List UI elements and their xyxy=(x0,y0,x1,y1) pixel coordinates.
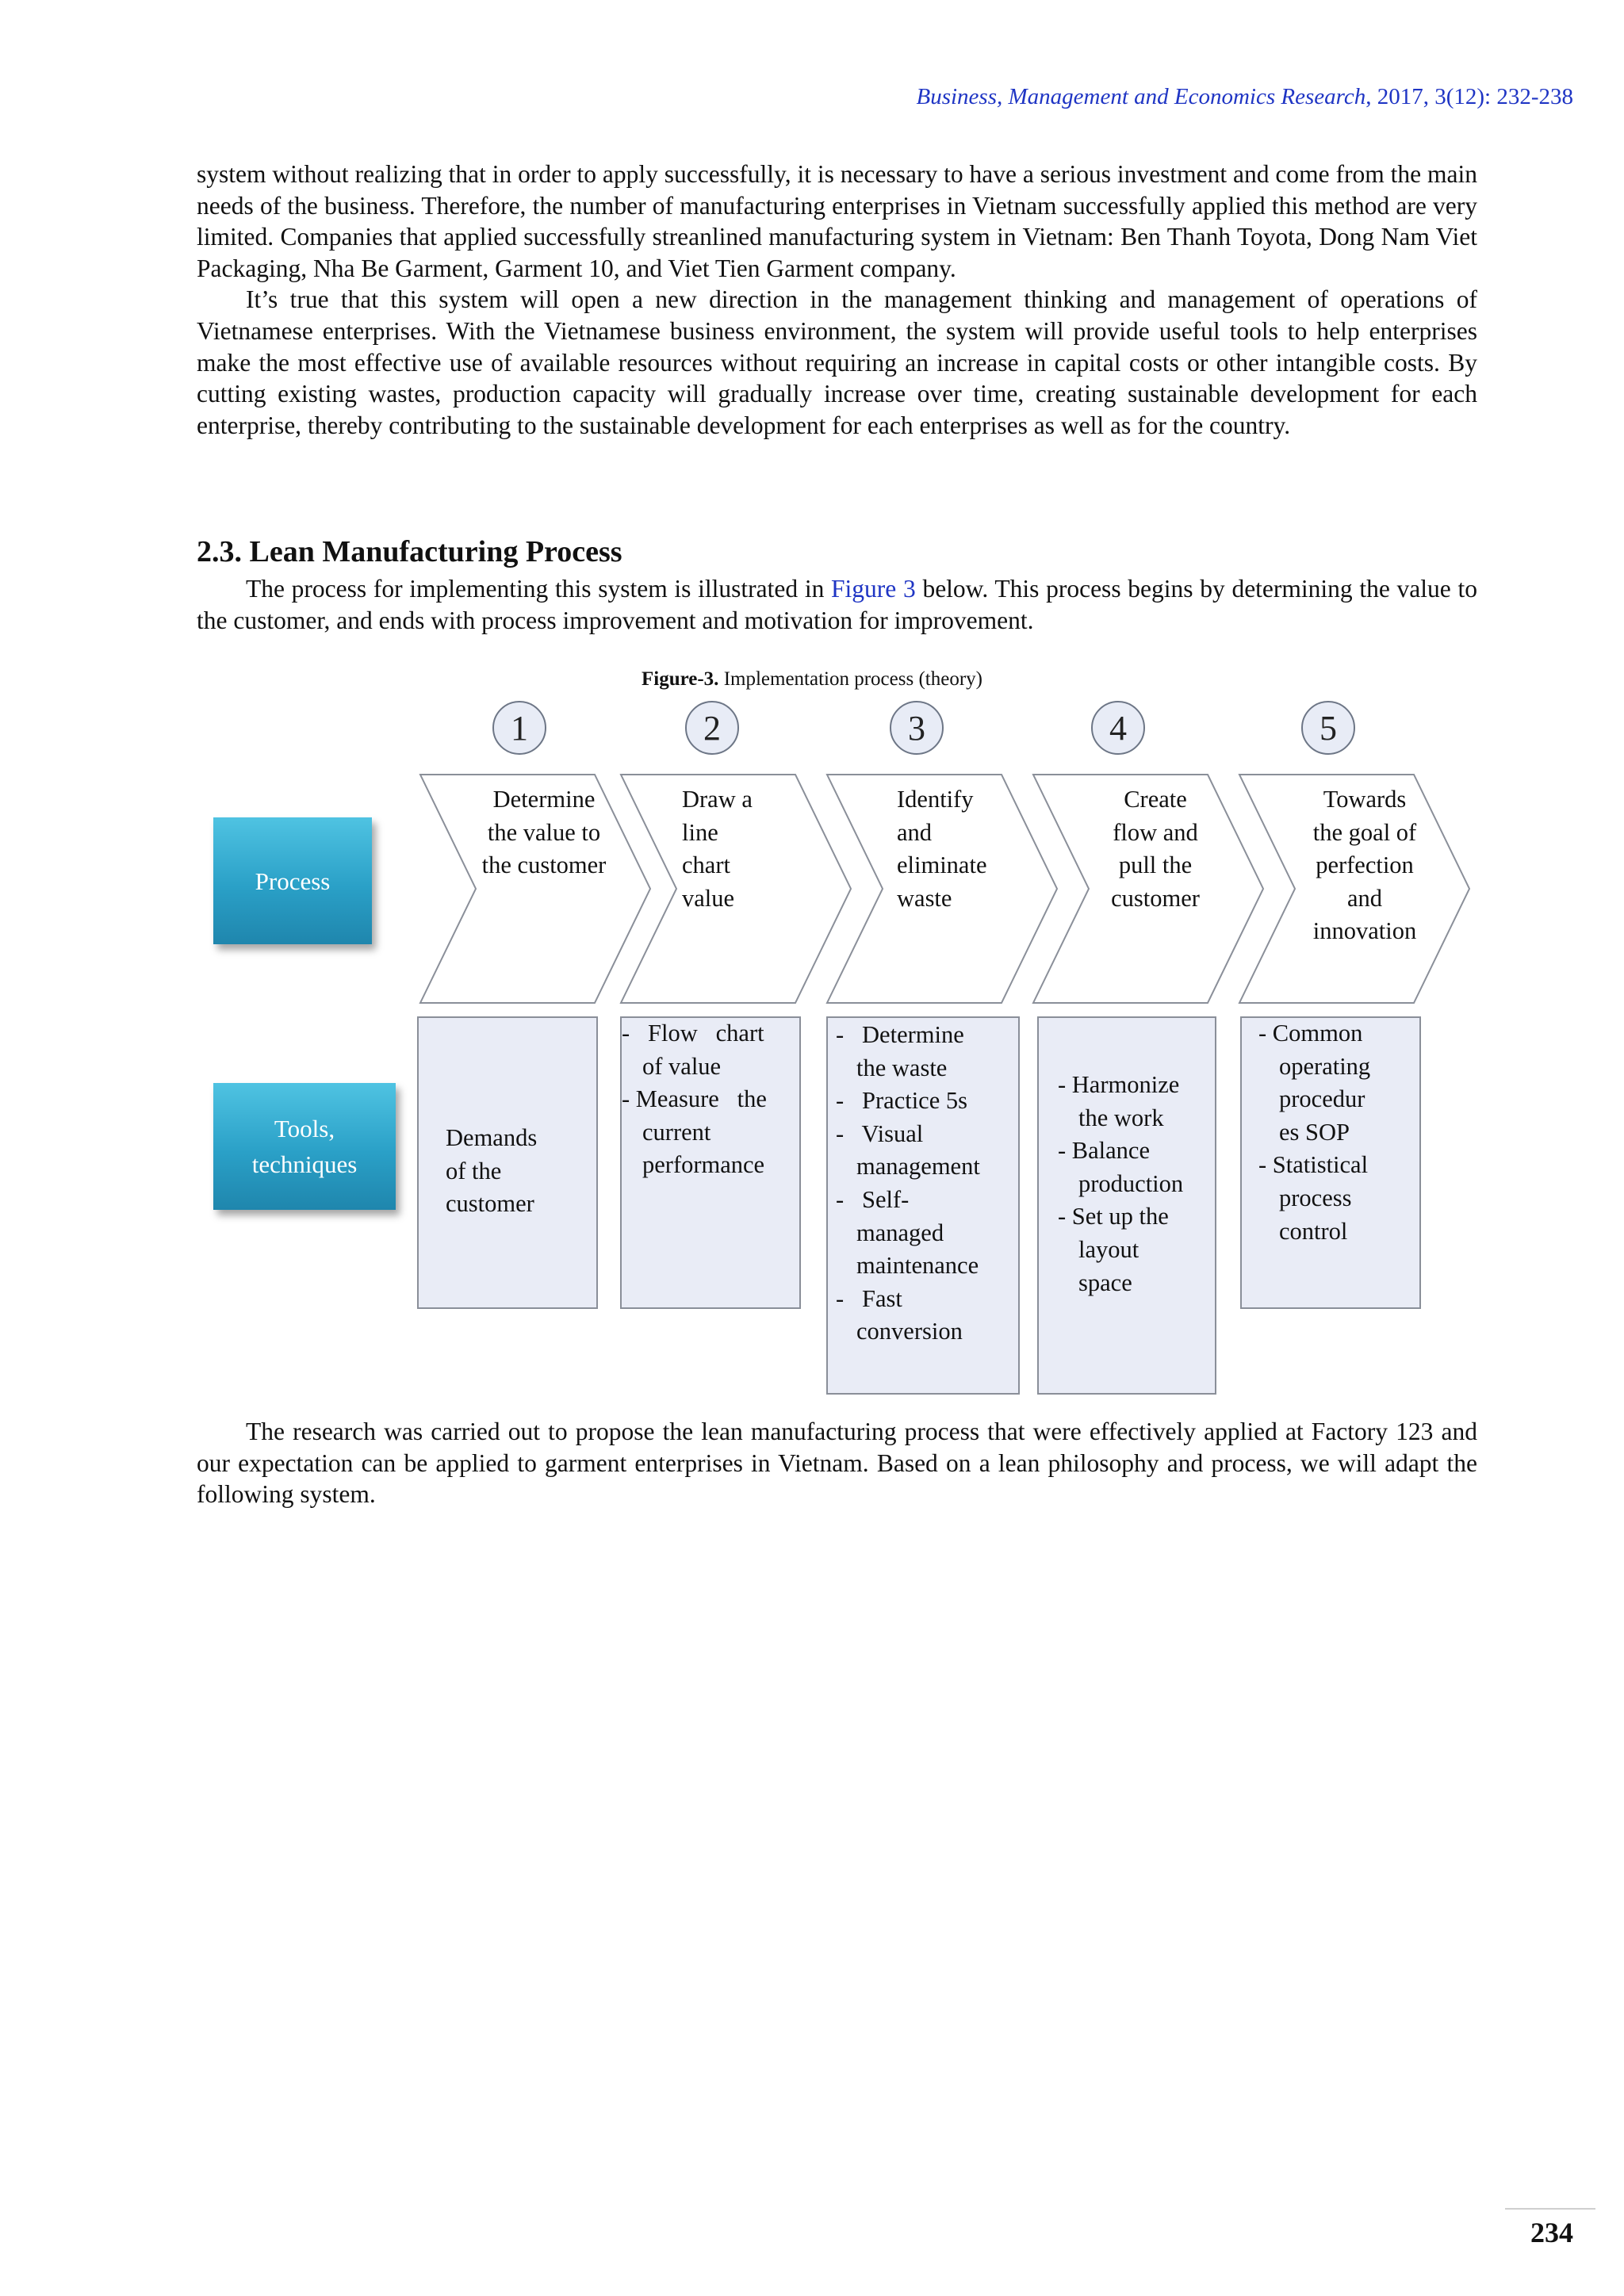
process-step-line: perfection xyxy=(1316,851,1414,878)
process-step-line: chart xyxy=(682,851,730,878)
process-step-label xyxy=(1301,783,1428,948)
tools-row-label-line1: Tools, xyxy=(274,1115,335,1142)
tools-list-line: - Fast xyxy=(836,1284,902,1312)
tools-list-line: current xyxy=(642,1118,711,1146)
tools-list-line: maintenance xyxy=(856,1252,979,1280)
tools-list-line: performance xyxy=(642,1151,765,1179)
tools-list-line: conversion xyxy=(856,1318,963,1345)
tools-list-line: - Visual xyxy=(836,1119,924,1147)
tools-list-line: operating xyxy=(1279,1052,1371,1080)
process-step-line: customer xyxy=(1111,884,1200,912)
step-number: 4 xyxy=(1109,709,1127,748)
step-number: 3 xyxy=(908,709,925,748)
step-number: 1 xyxy=(511,709,528,748)
intro-paragraph-2: It’s true that this system will open a new direction in the management thinking and management of operations of Vietnamese enterprises. With the Vietnamese business environment, the system will provide useful tools to help enterprises make the most effective use of available resources without requiring an increase in capital costs or other intangible costs. By cutting existing wastes, production capacity will gradually increase over time, creating sustainable development for each enterprise, thereby contributing to the sustainable development for each enterprises as well as for the country. xyxy=(197,285,1477,439)
process-row-label-text: Process xyxy=(255,867,331,895)
tools-list-line: Demands xyxy=(446,1124,538,1151)
figure-caption-label: Figure-3. xyxy=(642,668,719,690)
tools-list-line: - Balance xyxy=(1058,1137,1150,1165)
step-number: 5 xyxy=(1320,709,1337,748)
process-row-label xyxy=(213,817,372,944)
intro-paragraph-1: system without realizing that in order to apply successfully, it is necessary to have a serious investment and come from the main needs of the business. Therefore, the number of manufacturing enterprises in Vietnam successfully applied this method are very limited. Companies that applied successfully streanlined manufacturing system in Vietnam: Ben Thanh Toyota, Dong Nam Viet Packaging, Nha Be Garment, Garment 10, and Viet Tien Garment company. xyxy=(197,160,1477,282)
process-step-line: Draw a xyxy=(682,786,753,813)
tools-list-line: of the xyxy=(446,1157,502,1184)
process-step-line: Towards xyxy=(1323,786,1407,813)
process-step-line: flow and xyxy=(1113,818,1198,846)
tools-row-label-text xyxy=(252,1111,358,1182)
tools-list-line: - Set up the xyxy=(1058,1203,1169,1230)
tools-list-line: control xyxy=(1279,1217,1348,1245)
tools-list-line: management xyxy=(856,1153,980,1181)
tools-list-line: - Measure the xyxy=(622,1085,767,1113)
tools-list xyxy=(1058,1069,1216,1299)
tools-list-line: es SOP xyxy=(1279,1118,1350,1146)
closing-paragraph: The research was carried out to propose the lean manufacturing process that were effectively applied at Factory 123 and our expectation can be applied to garment enterprises in Vietnam. Based on a lean philosophy and process, we will adapt the following system. xyxy=(197,1418,1477,1509)
process-step-line: pull the xyxy=(1118,851,1193,878)
process-step-line: line xyxy=(682,818,718,846)
tools-list-line: space xyxy=(1078,1269,1132,1296)
journal-citation: , 2017, 3(12): 232-238 xyxy=(1365,84,1573,109)
tools-list-line: managed xyxy=(856,1219,944,1246)
tools-list-line: the work xyxy=(1078,1104,1164,1131)
section-heading: 2.3. Lean Manufacturing Process xyxy=(197,535,622,568)
tools-list-line: - Statistical xyxy=(1258,1151,1369,1179)
figure-link[interactable]: Figure 3 xyxy=(831,575,916,603)
tools-list xyxy=(1258,1017,1417,1248)
tools-list-line: production xyxy=(1078,1169,1184,1197)
tools-list-line: - Practice 5s xyxy=(836,1087,967,1115)
process-step-line: and xyxy=(897,818,933,846)
process-step-line: the goal of xyxy=(1312,818,1417,846)
tools-list-line: - Common xyxy=(1258,1020,1363,1047)
tools-list xyxy=(446,1122,588,1221)
figure-caption-text: Implementation process (theory) xyxy=(718,668,982,690)
tools-list-line: - Self- xyxy=(836,1185,910,1213)
process-step-line: the customer xyxy=(481,851,607,878)
process-step-line: value xyxy=(682,884,735,912)
process-step-line: and xyxy=(1346,884,1383,912)
tools-list-line: procedur xyxy=(1279,1085,1365,1113)
process-step-line: Determine xyxy=(492,786,596,813)
tools-list-line: process xyxy=(1279,1184,1352,1211)
process-step-label xyxy=(473,783,615,882)
process-step-line: innovation xyxy=(1312,917,1417,944)
process-step-label xyxy=(1096,783,1215,915)
closing-text xyxy=(197,1416,1477,1510)
tools-list-line: of value xyxy=(642,1052,722,1080)
tools-list-line: layout xyxy=(1078,1235,1139,1263)
section-paragraph-end: below. This process begins by determining the value to the customer, and ends with process improvement and motivation for improvement. xyxy=(197,575,1477,634)
process-step-label xyxy=(682,783,777,915)
page-number: 234 xyxy=(1530,2217,1573,2248)
tools-row-label-line2: techniques xyxy=(251,1150,358,1178)
tools-list xyxy=(836,1019,1010,1349)
process-step-label xyxy=(897,783,1016,915)
tools-list-line: - Determine xyxy=(836,1021,964,1048)
section-paragraph-start: The process for implementing this system is illustrated in xyxy=(246,575,832,603)
process-step-line: Identify xyxy=(897,786,974,813)
tools-row-label xyxy=(213,1083,396,1210)
tools-list xyxy=(622,1017,793,1182)
process-step-line: waste xyxy=(897,884,952,912)
journal-title: Business, Management and Economics Research xyxy=(916,84,1366,109)
footer-rule xyxy=(1505,2208,1595,2210)
process-step-line: Create xyxy=(1124,786,1187,813)
process-step-line: the value to xyxy=(487,818,601,846)
tools-list-line: the waste xyxy=(856,1054,948,1081)
step-number: 2 xyxy=(703,709,721,748)
tools-list-line: - Harmonize xyxy=(1058,1071,1180,1098)
process-step-line: eliminate xyxy=(897,851,987,878)
tools-list-line: - Flow chart xyxy=(622,1020,764,1047)
tools-list-line: customer xyxy=(446,1190,534,1218)
